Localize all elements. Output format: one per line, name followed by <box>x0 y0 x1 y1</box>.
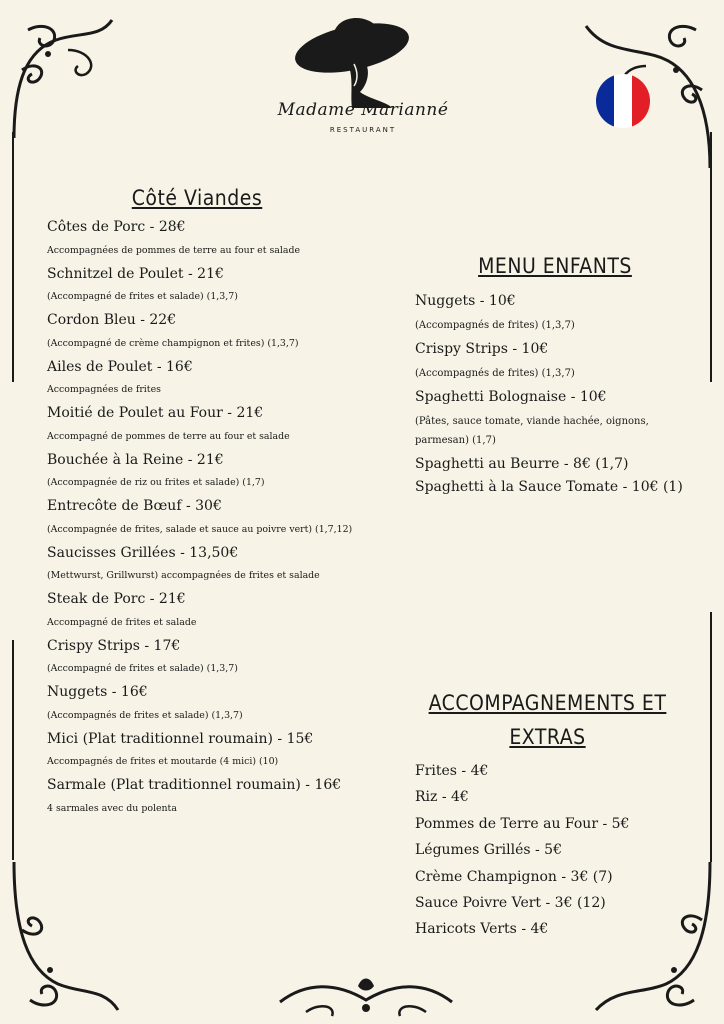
menu-item-name: Ailes de Poulet - 16€ <box>47 358 193 375</box>
extra-item: Frites - 4€ <box>415 763 489 779</box>
flag-stripe-white <box>614 74 632 128</box>
menu-item-note: Accompagné de frites et salade <box>47 616 197 628</box>
enfants-section <box>415 254 705 499</box>
extra-item: Riz - 4€ <box>415 789 469 806</box>
kids-item-name: Spaghetti Bolognaise - 10€ <box>415 389 607 405</box>
extra-item: Pommes de Terre au Four - 5€ <box>415 815 630 832</box>
menu-item-note: (Accompagné de crème champignon et frites) (1,3,7) <box>47 337 299 349</box>
extras-section <box>415 686 705 943</box>
extra-item: Légumes Grillés - 5€ <box>415 842 562 859</box>
viandes-title: Côté Viandes <box>131 186 263 210</box>
brand-subtitle: RESTAURANT <box>329 126 397 134</box>
corner-ornament-bottom-left <box>8 860 128 1020</box>
kids-item-name: Crispy Strips - 10€ <box>415 341 549 357</box>
kids-item-note: (Pâtes, sauce tomate, viande hachée, oignons, parmesan) (1,7) <box>415 416 649 446</box>
menu-item-note: Accompagnées de pommes de terre au four et salade <box>47 244 301 256</box>
kids-item-name: Spaghetti au Beurre - 8€ (1,7) <box>415 456 629 472</box>
extras-title-line1: ACCOMPAGNEMENTS ET <box>428 691 667 715</box>
menu-item-note: (Accompagnés de frites et salade) (1,3,7) <box>47 709 243 721</box>
menu-item-name: Crispy Strips - 17€ <box>47 637 181 654</box>
menu-item-name: Côtes de Porc - 28€ <box>47 219 186 235</box>
lady-hat-logo <box>268 8 458 140</box>
kids-item-note: (Accompagnés de frites) (1,3,7) <box>415 320 575 331</box>
menu-item-name: Schnitzel de Poulet - 21€ <box>47 265 224 282</box>
menu-item-name: Moitié de Poulet au Four - 21€ <box>47 405 264 421</box>
menu-item-note: (Accompagnée de frites, salade et sauce au poivre vert) (1,7,12) <box>47 523 353 535</box>
menu-item-name: Sarmale (Plat traditionnel roumain) - 16€ <box>47 777 342 793</box>
extra-item: Crème Champignon - 3€ (7) <box>415 868 613 885</box>
kids-item-name: Spaghetti à la Sauce Tomate - 10€ (1) <box>415 479 683 495</box>
right-border <box>710 612 712 862</box>
menu-item-note: 4 sarmales avec du polenta <box>47 802 177 814</box>
menu-item-note: (Accompagné de frites et salade) (1,3,7) <box>47 663 238 674</box>
extras-list <box>415 758 705 943</box>
enfants-list <box>415 290 705 499</box>
menu-item-name: Steak de Porc - 21€ <box>47 591 186 607</box>
viandes-section <box>47 186 412 821</box>
menu-item-note: Accompagnés de frites et moutarde (4 mici) (10) <box>47 756 279 767</box>
menu-item-name: Cordon Bleu - 22€ <box>47 312 177 328</box>
menu-item-name: Nuggets - 16€ <box>47 684 148 700</box>
brand-name: Madame Marianné <box>277 100 449 120</box>
extra-item: Haricots Verts - 4€ <box>415 921 549 938</box>
menu-item-name: Entrecôte de Bœuf - 30€ <box>47 498 222 514</box>
french-flag-icon <box>596 74 650 128</box>
menu-item-name: Saucisses Grillées - 13,50€ <box>47 544 239 561</box>
menu-item-name: Bouchée à la Reine - 21€ <box>47 451 224 468</box>
menu-item-note: (Mettwurst, Grillwurst) accompagnées de frites et salade <box>47 570 320 581</box>
bottom-center-ornament <box>276 972 456 1020</box>
kids-item-name: Nuggets - 10€ <box>415 293 516 309</box>
menu-item-note: Accompagné de pommes de terre au four et salade <box>47 430 290 442</box>
kids-item-note: (Accompagnés de frites) (1,3,7) <box>415 368 575 379</box>
enfants-title: MENU ENFANTS <box>478 254 632 278</box>
menu-item-name: Mici (Plat traditionnel roumain) - 15€ <box>47 730 314 747</box>
extras-title-line2: EXTRAS <box>509 725 586 749</box>
left-border <box>12 132 14 382</box>
menu-item-note: (Accompagné de frites et salade) (1,3,7) <box>47 291 238 302</box>
left-border <box>12 640 14 860</box>
menu-item-note: Accompagnées de frites <box>47 384 161 395</box>
extra-item: Sauce Poivre Vert - 3€ (12) <box>415 895 606 912</box>
menu-item-note: (Accompagnée de riz ou frites et salade) (1,7) <box>47 477 265 488</box>
viandes-list <box>47 216 412 821</box>
corner-ornament-top-left <box>8 10 118 140</box>
